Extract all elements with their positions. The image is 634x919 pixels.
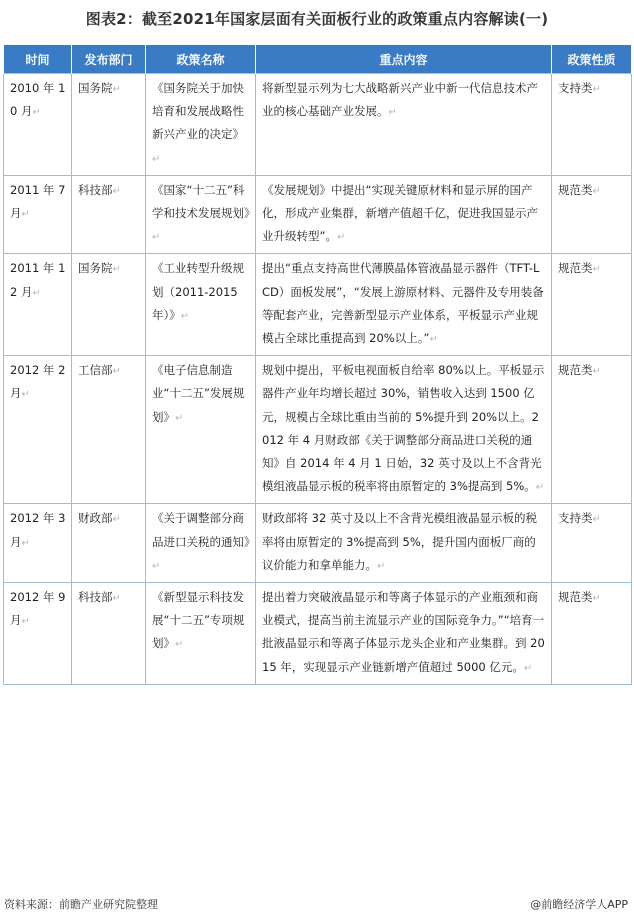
table-row xyxy=(4,74,632,176)
table-row xyxy=(4,356,632,504)
cell-policy: 《工业转型升级规划（2011-2015年）》↵ xyxy=(146,254,256,356)
cell-content: 提出着力突破液晶显示和等离子体显示的产业瓶颈和商业模式，提高当前主流显示产业的国际竞争力。”“培育一批液晶显示和等离子体显示龙头企业和产业集群。到 2015 年，实现显示产业链新增产值超过 5000 亿元。↵ xyxy=(256,583,552,685)
cell-nature: 支持类↵ xyxy=(552,74,632,176)
cell-nature: 规范类↵ xyxy=(552,356,632,504)
cell-dept: 科技部↵ xyxy=(72,583,146,685)
cell-time: 2011 年 7 月↵ xyxy=(4,175,72,254)
table-row xyxy=(4,504,632,583)
table-header-row xyxy=(4,45,632,74)
cell-policy: 《关于调整部分商品进口关税的通知》↵ xyxy=(146,504,256,583)
cell-nature: 规范类↵ xyxy=(552,583,632,685)
cell-content: 规划中提出，平板电视面板自给率 80%以上。平板显示器件产业年均增长超过 30%，销售收入达到 1500 亿元，规模占全球比重由当前的 5%提升到 20%以上。2012 年 4 月财政部《关于调整部分商品进口关税的通知》自 2014 年 4 月 1 日始，32 英寸及以上不含背光模组液晶显示板的税率将由原暂定的 3%提高到 5%。↵ xyxy=(256,356,552,504)
cell-dept: 国务院↵ xyxy=(72,74,146,176)
cell-content: 将新型显示列为七大战略新兴产业中新一代信息技术产业的核心基础产业发展。↵ xyxy=(256,74,552,176)
cell-time: 2012 年 3 月↵ xyxy=(4,504,72,583)
cell-time: 2011 年 12 月↵ xyxy=(4,254,72,356)
cell-policy: 《国务院关于加快培育和发展战略性新兴产业的决定》↵ xyxy=(146,74,256,176)
cell-dept: 工信部↵ xyxy=(72,356,146,504)
cell-time: 2012 年 2 月↵ xyxy=(4,356,72,504)
brand-credit: @前瞻经济学人APP xyxy=(530,898,628,911)
cell-policy: 《国家“十二五”科学和技术发展规划》↵ xyxy=(146,175,256,254)
table-row xyxy=(4,583,632,685)
policy-table xyxy=(3,45,632,685)
cell-policy: 《新型显示科技发展“十二五”专项规划》↵ xyxy=(146,583,256,685)
cell-nature: 规范类↵ xyxy=(552,254,632,356)
cell-content: 财政部将 32 英寸及以上不含背光模组液晶显示板的税率将由原暂定的 3%提高到 5%，提升国内面板厂商的议价能力和拿单能力。↵ xyxy=(256,504,552,583)
header-dept: 发布部门 xyxy=(72,45,146,74)
table-row xyxy=(4,175,632,254)
cell-content: 《发展规划》中提出“实现关键原材料和显示屏的国产化，形成产业集群，新增产值超千亿，促进我国显示产业升级转型”。↵ xyxy=(256,175,552,254)
header-nature: 政策性质 xyxy=(552,45,632,74)
table-row xyxy=(4,254,632,356)
cell-time: 2012 年 9 月↵ xyxy=(4,583,72,685)
header-policy: 政策名称 xyxy=(146,45,256,74)
cell-dept: 国务院↵ xyxy=(72,254,146,356)
header-content: 重点内容 xyxy=(256,45,552,74)
header-time: 时间 xyxy=(4,45,72,74)
cell-policy: 《电子信息制造业“十二五”发展规划》↵ xyxy=(146,356,256,504)
cell-dept: 财政部↵ xyxy=(72,504,146,583)
cell-content: 提出“重点支持高世代薄膜晶体管液晶显示器件（TFT-LCD）面板发展”，“发展上游原材料、元器件及专用装备等配套产业，完善新型显示产业体系，平板显示产业规模占全球比重提高到 20%以上。”↵ xyxy=(256,254,552,356)
cell-dept: 科技部↵ xyxy=(72,175,146,254)
chart-title: 图表2：截至2021年国家层面有关面板行业的政策重点内容解读(一) xyxy=(85,10,549,28)
cell-nature: 规范类↵ xyxy=(552,175,632,254)
cell-time: 2010 年 10 月↵ xyxy=(4,74,72,176)
cell-nature: 支持类↵ xyxy=(552,504,632,583)
source-note: 资料来源：前瞻产业研究院整理 xyxy=(4,898,158,911)
